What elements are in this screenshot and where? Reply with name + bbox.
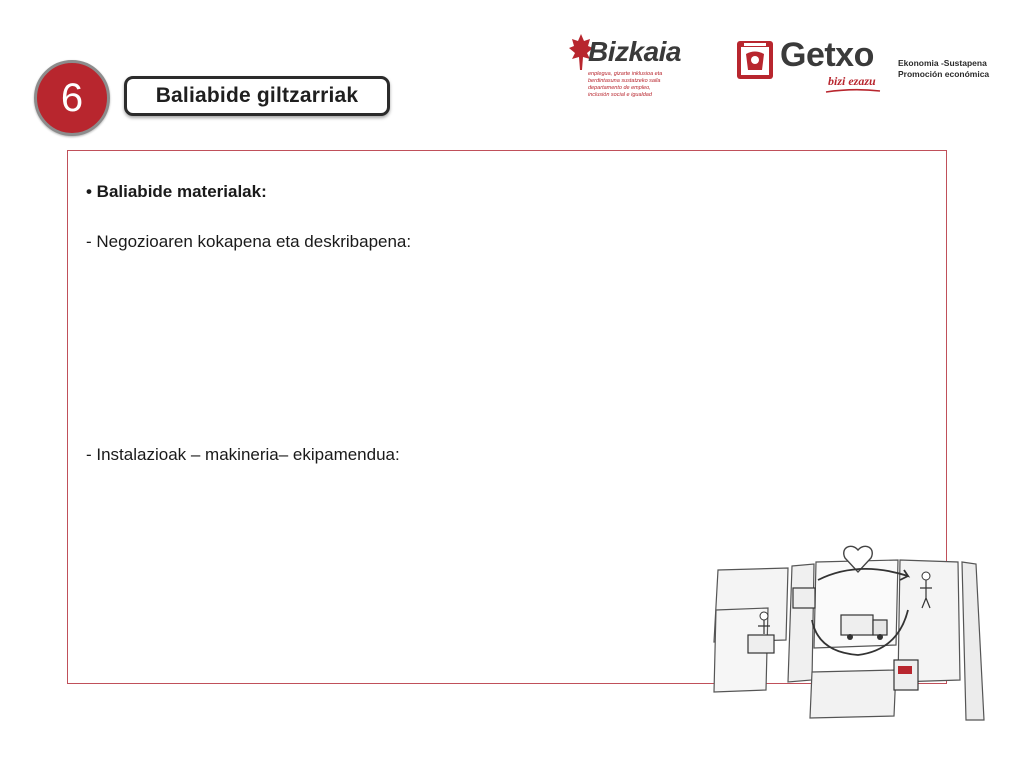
step-number-badge — [34, 60, 110, 136]
bullet-heading: • Baliabide materialak: — [86, 182, 267, 201]
shield-icon — [736, 40, 774, 80]
bizkaia-subtitle-line: berdintasuna sustatzeko saila — [588, 78, 661, 84]
business-model-canvas-illustration — [708, 540, 1008, 725]
step-number: 6 — [60, 75, 84, 120]
section-title-box — [124, 76, 390, 116]
bizkaia-subtitle-line: departamento de empleo, — [588, 85, 651, 91]
getxo-logo — [736, 36, 996, 100]
getxo-department-line: Promoción económica — [898, 69, 990, 79]
getxo-wordmark: Getxo — [780, 36, 874, 74]
getxo-tagline: bizi ezazu — [828, 74, 876, 88]
bizkaia-wordmark: Bizkaia — [588, 36, 681, 67]
content-item: - Instalazioak – makineria– ekipamendua: — [86, 445, 400, 464]
section-title: Baliabide giltzarriak — [155, 84, 359, 107]
bizkaia-logo — [566, 30, 716, 102]
getxo-department-line: Ekonomia -Sustapena — [898, 58, 987, 68]
bizkaia-subtitle-line: enplegua, gizarte inklusioa eta — [588, 71, 663, 77]
tagline-swoosh-icon — [824, 88, 882, 94]
bizkaia-subtitle-line: inclusión social e igualdad — [588, 92, 652, 98]
content-item: - Negozioaren kokapena eta deskribapena: — [86, 232, 412, 251]
getxo-department — [898, 58, 989, 80]
bizkaia-subtitle — [588, 71, 698, 99]
